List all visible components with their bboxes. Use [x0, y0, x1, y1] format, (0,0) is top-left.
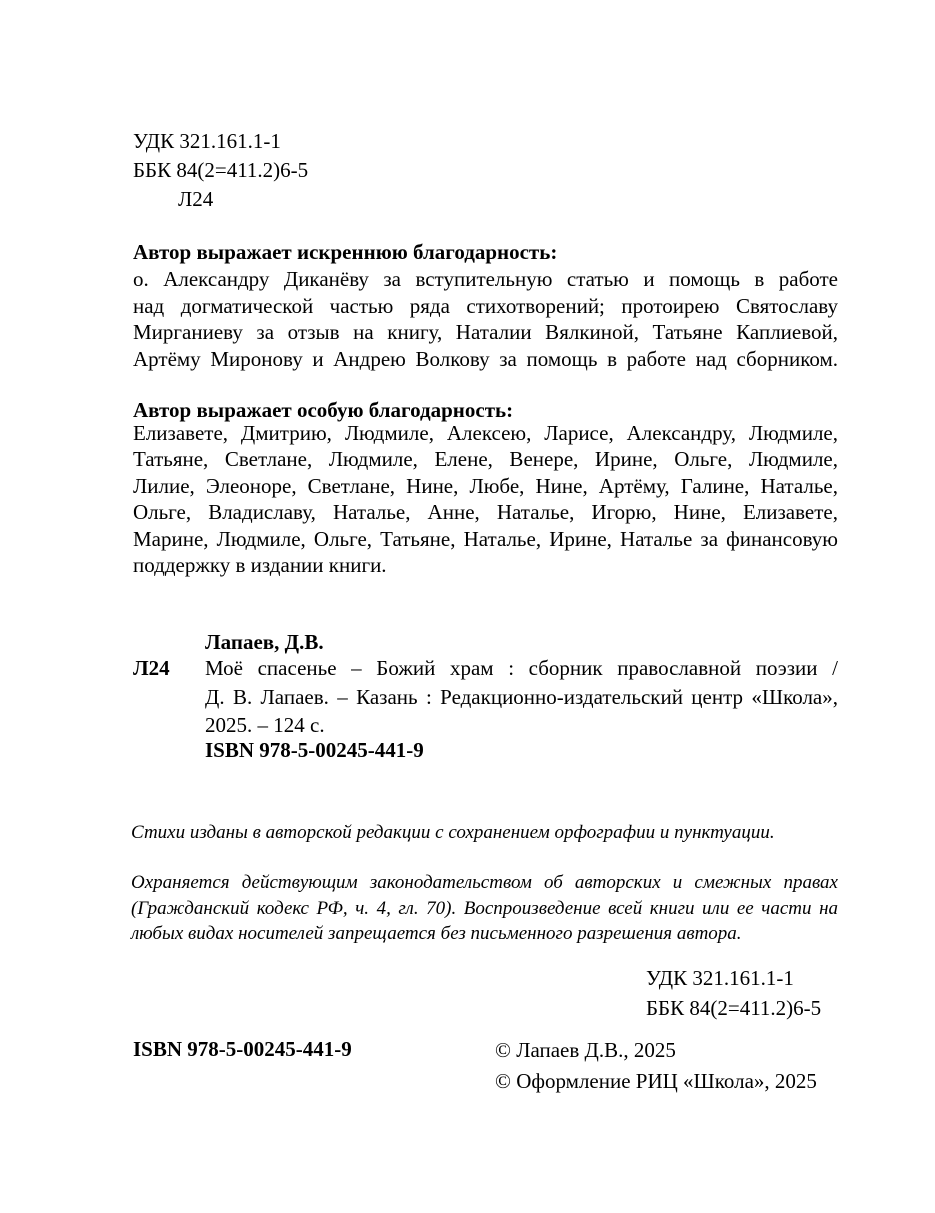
text-line: над догматической частью ряда стихотворений; протоирею Святославу [133, 293, 838, 318]
udk-code-bottom: УДК 321.161.1-1 [646, 966, 794, 990]
text-line: Моё спасенье – Божий храм : сборник православной поэзии / [205, 656, 838, 680]
author-sign-code: Л24 [178, 187, 214, 211]
udk-code: УДК 321.161.1-1 [133, 129, 281, 153]
text-line: Татьяне, Светлане, Людмиле, Елене, Венере, Ирине, Ольге, Людмиле, [133, 447, 838, 472]
text-line: о. Александру Диканёву за вступительную статью и помощь в работе [133, 267, 838, 291]
acknowledgment-special-heading: Автор выражает особую благодарность: [133, 398, 514, 422]
copyright-author-line: © Лапаев Д.В., 2025 [495, 1038, 676, 1062]
acknowledgment-sincere-text [133, 266, 838, 372]
footer-isbn: ISBN 978-5-00245-441-9 [133, 1037, 352, 1061]
text-line: Ольге, Владиславу, Наталье, Анне, Наталье, Игорю, Нине, Елизавете, [133, 500, 838, 525]
bottom-classification-codes [646, 964, 821, 1023]
bbk-code: ББК 84(2=411.2)6-5 [133, 158, 309, 182]
text-line: 2025. – 124 с. [205, 713, 325, 737]
copyright-design-line: © Оформление РИЦ «Школа», 2025 [495, 1068, 817, 1093]
copyright-protection-note [131, 870, 838, 947]
text-line: Мирганиеву за отзыв на книгу, Наталии Вялкиной, Татьяне Каплиевой, [133, 320, 838, 344]
edition-note [131, 820, 836, 846]
bibliographic-isbn: ISBN 978-5-00245-441-9 [205, 738, 424, 762]
footer-copyright-block [495, 1035, 817, 1096]
top-classification-codes [133, 127, 838, 214]
bibliographic-entry [133, 654, 838, 740]
text-line: Лилие, Элеоноре, Светлане, Нине, Любе, Нине, Артёму, Галине, Наталье, [133, 473, 838, 498]
bibliographic-author: Лапаев, Д.В. [205, 630, 324, 654]
acknowledgment-special-text [133, 420, 838, 578]
text-line: поддержку в издании книги. [133, 553, 387, 578]
text-line: Марине, Людмиле, Ольге, Татьяне, Наталье, Ирине, Наталье за финансовую [133, 526, 838, 551]
text-line: Охраняется действующим законодательством об авторских и смежных правах [131, 872, 838, 893]
text-line: (Гражданский кодекс РФ, ч. 4, гл. 70). Воспроизведение всей книги или ее части на [131, 897, 838, 919]
acknowledgment-sincere-heading: Автор выражает искреннюю благодарность: [133, 240, 558, 264]
bibliographic-author-code: Л24 [133, 656, 170, 680]
text-line: Д. В. Лапаев. – Казань : Редакционно-издательский центр «Школа», [205, 684, 838, 709]
bibliographic-description [205, 654, 838, 740]
text-line: Елизавете, Дмитрию, Людмиле, Алексею, Ларисе, Александру, Людмиле, [133, 421, 838, 445]
text-line: Артёму Миронову и Андрею Волкову за помощь в работе над сборником. [133, 346, 838, 371]
text-line: Стихи изданы в авторской редакции с сохранением орфографии и пунктуации. [131, 822, 775, 843]
text-line: любых видах носителей запрещается без письменного разрешения автора. [131, 923, 742, 944]
bbk-code-bottom: ББК 84(2=411.2)6-5 [646, 995, 822, 1020]
